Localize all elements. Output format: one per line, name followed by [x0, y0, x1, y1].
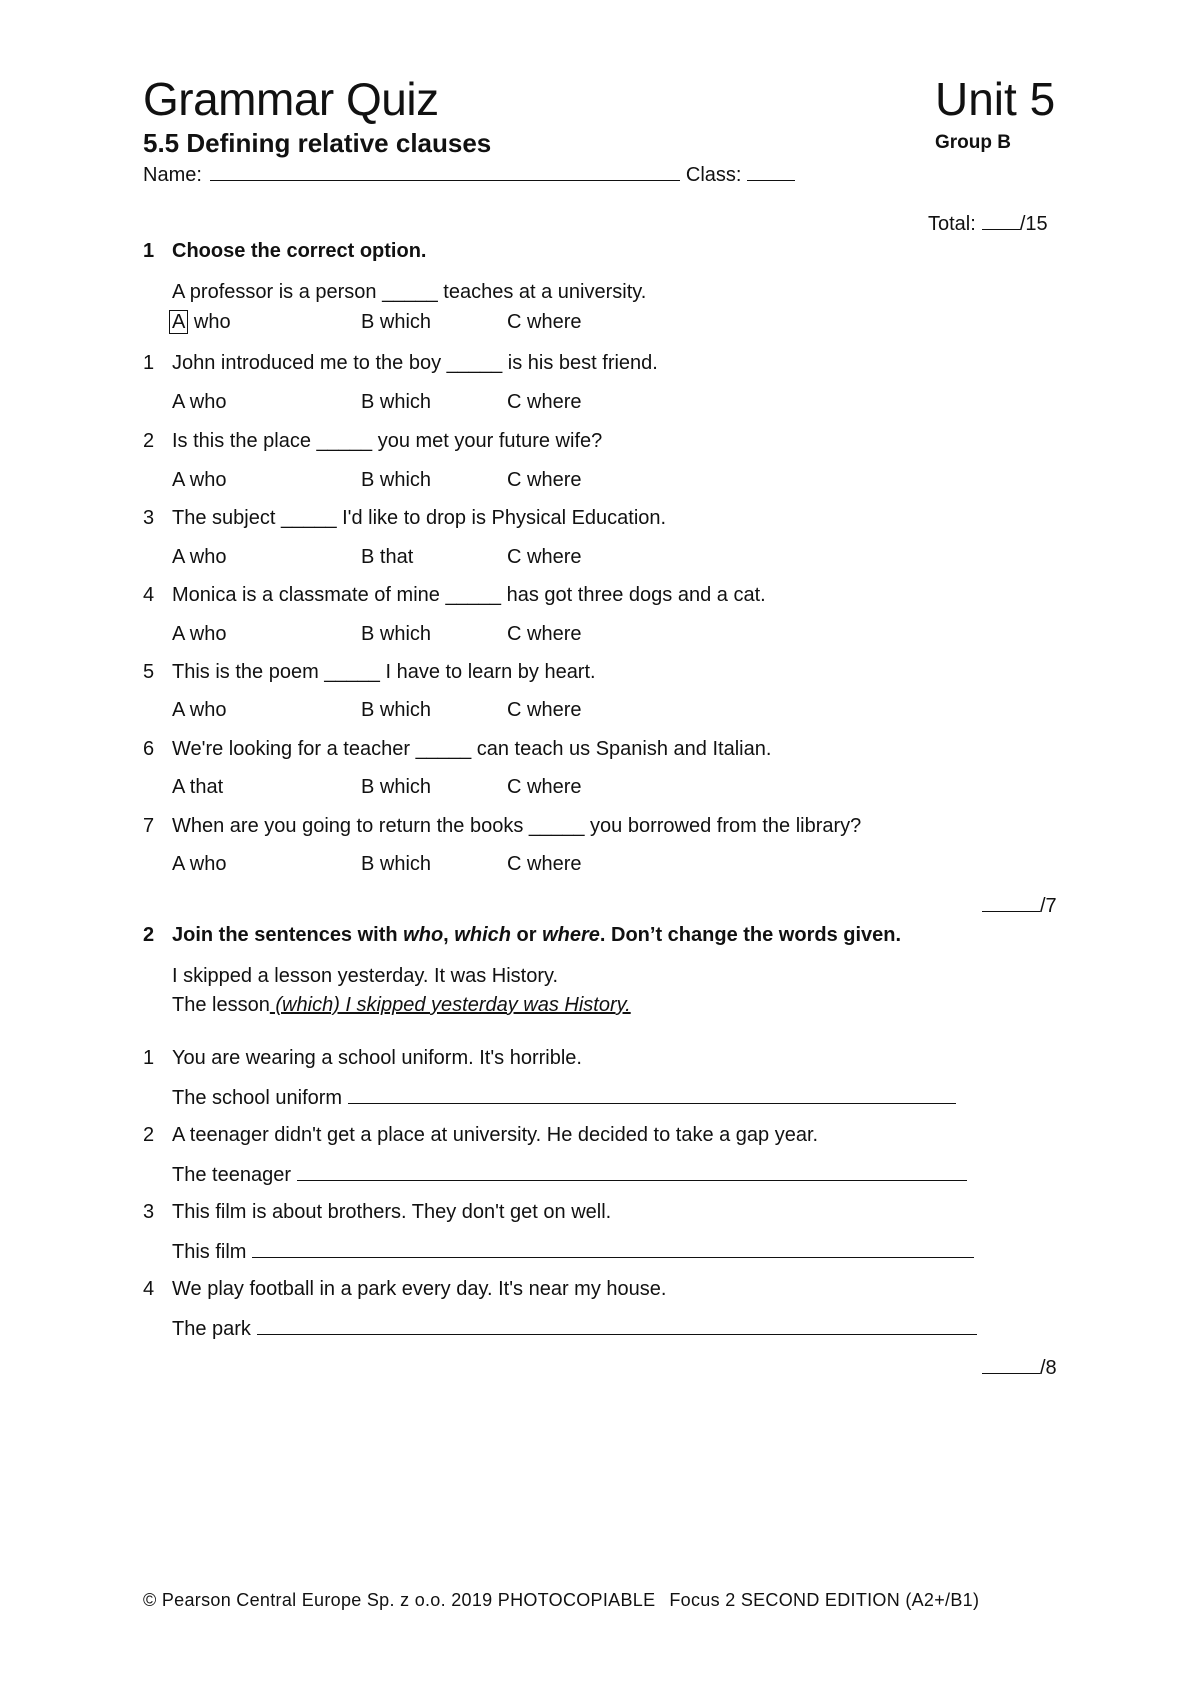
item-number: 3 [143, 507, 155, 529]
total-max: /15 [1019, 213, 1048, 235]
instruction-who: who [403, 924, 444, 946]
name-label: Name: [143, 164, 202, 186]
score-line [982, 893, 1040, 912]
answer-row [172, 1162, 967, 1187]
option-b: B which [361, 623, 432, 645]
instruction-part: , [443, 924, 455, 946]
option-c: C where [507, 546, 582, 568]
item-sentence: Is this the place _____ you met your future wife? [172, 430, 603, 452]
option-b: B which [361, 776, 432, 798]
option-c: C where [507, 391, 582, 413]
total-line [982, 211, 1020, 230]
item-sentence: We play football in a park every day. It's near my house. [172, 1278, 667, 1300]
item-number: 7 [143, 815, 155, 837]
option-a: A who [172, 853, 227, 875]
section1-score-max: /7 [1040, 895, 1057, 917]
option-b: B which [361, 469, 432, 491]
option-c: C where [507, 699, 582, 721]
item-number: 1 [143, 1047, 155, 1069]
item-number: 2 [143, 1124, 155, 1146]
option-a: A who [172, 391, 227, 413]
section1-example-option-b: B which [361, 311, 432, 333]
option-b: B which [361, 391, 432, 413]
instruction-part: or [510, 924, 543, 946]
item-number: 5 [143, 661, 155, 683]
option-c: C where [507, 469, 582, 491]
item-number: 6 [143, 738, 155, 760]
item-sentence: When are you going to return the books _____ you borrowed from the library? [172, 815, 862, 837]
name-class-row [143, 162, 795, 187]
answer-line[interactable] [348, 1085, 956, 1104]
item-sentence: This is the poem _____ I have to learn by heart. [172, 661, 596, 683]
option-b: B which [361, 699, 432, 721]
item-sentence: This film is about brothers. They don't get on well. [172, 1201, 612, 1223]
section2-score [982, 1355, 1057, 1380]
section1-number: 1 [143, 240, 155, 262]
option-c: C where [507, 853, 582, 875]
section2-number: 2 [143, 924, 155, 946]
name-line [210, 162, 680, 181]
option-a: A who [172, 469, 227, 491]
total-label: Total: [928, 213, 976, 235]
section2-example-line2 [172, 994, 631, 1017]
footer-edition: Focus 2 SECOND EDITION (A2+/B1) [669, 1590, 980, 1610]
total-score [928, 211, 1048, 236]
option-b: B that [361, 546, 414, 568]
class-label: Class: [685, 164, 742, 186]
class-line [747, 162, 795, 181]
section2-instruction [172, 924, 901, 947]
page-title: Grammar Quiz [143, 73, 439, 125]
option-c: C where [507, 623, 582, 645]
answer-row [172, 1085, 956, 1110]
section1-score [982, 893, 1057, 918]
item-sentence: John introduced me to the boy _____ is his best friend. [172, 352, 658, 374]
item-sentence: A teenager didn't get a place at university. He decided to take a gap year. [172, 1124, 819, 1146]
section2-score-max: /8 [1040, 1357, 1057, 1379]
option-a: A that [172, 776, 224, 798]
section1-instruction: Choose the correct option. [172, 240, 427, 262]
item-number: 1 [143, 352, 155, 374]
group-label: Group B [935, 132, 1011, 153]
section1-example-sentence: A professor is a person _____ teaches at a university. [172, 281, 647, 303]
item-number: 2 [143, 430, 155, 452]
answer-start: The school uniform [172, 1087, 343, 1109]
option-a: A who [172, 623, 227, 645]
example-option-a-word: who [193, 311, 231, 333]
instruction-which: which [454, 924, 511, 946]
answer-line[interactable] [297, 1162, 967, 1181]
option-a: A who [172, 546, 227, 568]
example-prefix: The lesson [172, 994, 270, 1016]
item-number: 4 [143, 1278, 155, 1300]
item-sentence: Monica is a classmate of mine _____ has got three dogs and a cat. [172, 584, 766, 606]
score-line [982, 1355, 1040, 1374]
answer-line[interactable] [257, 1316, 977, 1335]
example-answer: (which) I skipped yesterday was History. [269, 994, 631, 1016]
answer-start: The park [172, 1318, 251, 1340]
section2-example-line1: I skipped a lesson yesterday. It was History. [172, 965, 559, 987]
option-a: A who [172, 699, 227, 721]
answer-line[interactable] [252, 1239, 974, 1258]
instruction-where: where [542, 924, 600, 946]
item-sentence: We're looking for a teacher _____ can teach us Spanish and Italian. [172, 738, 772, 760]
item-number: 3 [143, 1201, 155, 1223]
answer-start: The teenager [172, 1164, 291, 1186]
section1-example-option-c: C where [507, 311, 582, 333]
item-sentence: You are wearing a school uniform. It's horrible. [172, 1047, 582, 1069]
instruction-part: Join the sentences with [172, 924, 404, 946]
page-subtitle: 5.5 Defining relative clauses [143, 128, 492, 158]
unit-label: Unit 5 [935, 73, 1056, 125]
answer-start: This film [172, 1241, 247, 1263]
item-sentence: The subject _____ I'd like to drop is Physical Education. [172, 507, 667, 529]
section1-example-option-a [172, 311, 231, 334]
option-c: C where [507, 776, 582, 798]
item-number: 4 [143, 584, 155, 606]
answer-row [172, 1239, 974, 1264]
instruction-part: . Don’t change the words given. [599, 924, 902, 946]
footer [143, 1590, 979, 1611]
answer-row [172, 1316, 977, 1341]
option-b: B which [361, 853, 432, 875]
footer-copyright: © Pearson Central Europe Sp. z o.o. 2019 PHOTOCOPIABLE [143, 1590, 656, 1610]
example-selected-letter: A [169, 310, 188, 334]
